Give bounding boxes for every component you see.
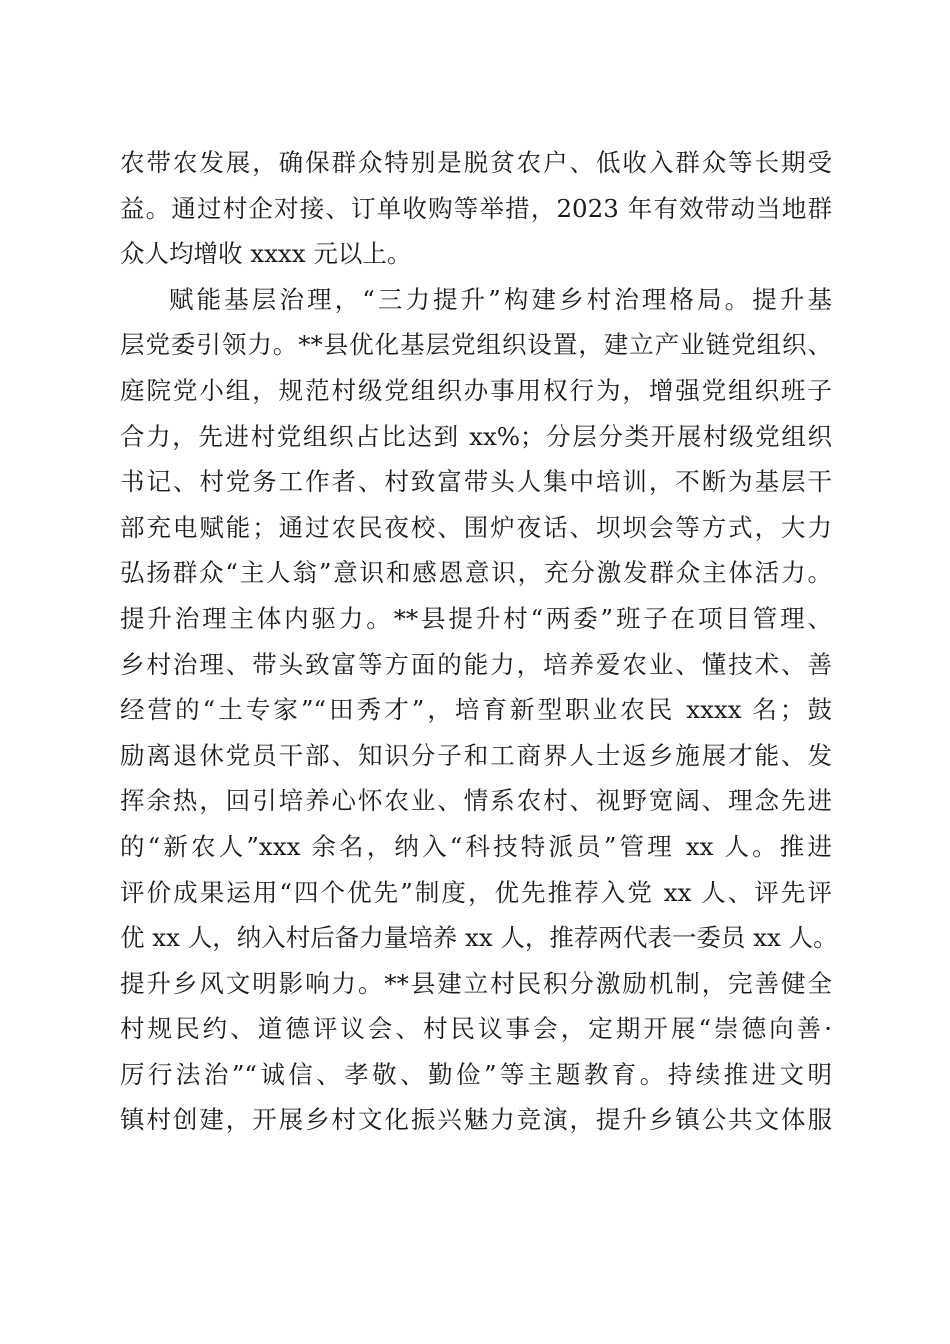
text-line: 村规民约、道德评议会、村民议事会，定期开展“崇德向善· xyxy=(120,1014,832,1044)
text-line: 评价成果运用“四个优先”制度，优先推荐入党 xx 人、评先评 xyxy=(120,877,832,907)
text-line: 优 xx 人，纳入村后备力量培养 xx 人，推荐两代表一委员 xx 人。 xyxy=(120,923,838,953)
text-line: 书记、村党务工作者、村致富带头人集中培训，不断为基层干 xyxy=(120,467,832,497)
text-line: 的“新农人”xxx 余名，纳入“科技特派员”管理 xx 人。推进 xyxy=(120,831,832,861)
text-line: 层党委引领力。**县优化基层党组织设置，建立产业链党组织、 xyxy=(120,330,832,360)
text-line: 益。通过村企对接、订单收购等举措，2023 年有效带动当地群 xyxy=(120,193,832,223)
text-line: 提升治理主体内驱力。**县提升村“两委”班子在项目管理、 xyxy=(120,603,832,633)
text-line: 提升乡风文明影响力。**县建立村民积分激励机制，完善健全 xyxy=(120,968,832,998)
text-line: 乡村治理、带头致富等方面的能力，培养爱农业、懂技术、善 xyxy=(120,649,832,679)
text-line: 挥余热，回引培养心怀农业、情系农村、视野宽阔、理念先进 xyxy=(120,786,832,816)
text-line: 农带农发展，确保群众特别是脱贫农户、低收入群众等长期受 xyxy=(120,148,832,177)
text-line: 厉行法治”“诚信、孝敬、勤俭”等主题教育。持续推进文明 xyxy=(120,1059,832,1089)
text-line: 合力，先进村党组织占比达到 xx%；分层分类开展村级党组织 xyxy=(120,421,832,451)
text-line: 励离退休党员干部、知识分子和工商界人士返乡施展才能、发 xyxy=(120,740,832,770)
paragraph-end-line: 众人均增收 xxxx 元以上。 xyxy=(120,239,412,269)
paragraph-first-line: 赋能基层治理，“三力提升”构建乡村治理格局。提升基 xyxy=(169,284,832,314)
text-line: 镇村创建，开展乡村文化振兴魅力竞演，提升乡镇公共文体服 xyxy=(120,1105,832,1135)
text-line: 庭院党小组，规范村级党组织办事用权行为，增强党组织班子 xyxy=(120,375,832,405)
text-line: 经营的“土专家”“田秀才”，培育新型职业农民 xxxx 名；鼓 xyxy=(120,695,832,725)
body-text xyxy=(120,140,838,1143)
text-line: 弘扬群众“主人翁”意识和感恩意识，充分激发群众主体活力。 xyxy=(120,558,832,588)
text-line: 部充电赋能；通过农民夜校、围炉夜话、坝坝会等方式，大力 xyxy=(120,512,832,542)
